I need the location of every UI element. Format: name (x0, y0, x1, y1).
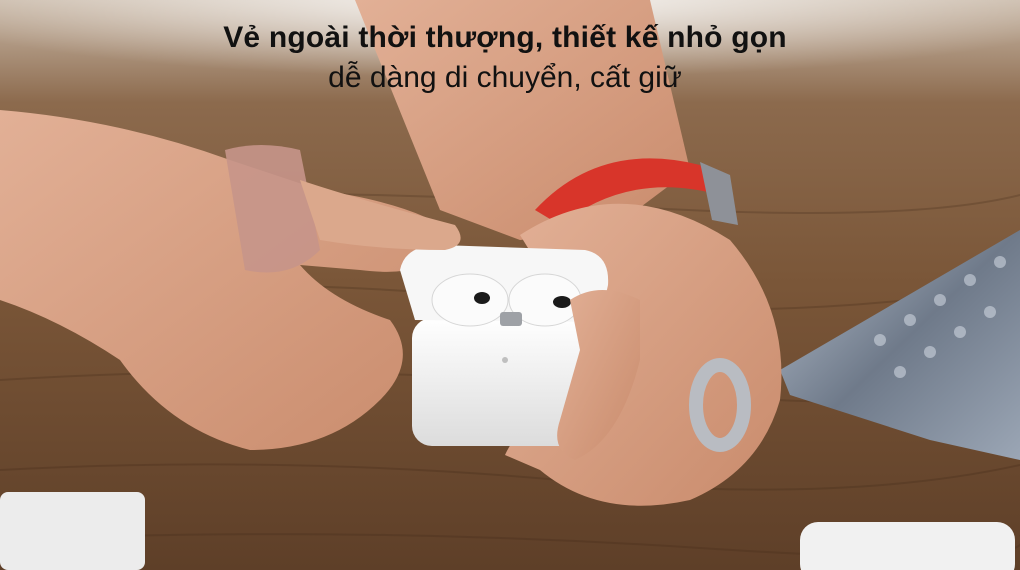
caption (0, 18, 1010, 98)
left-earbud (432, 274, 508, 326)
white-box-right (800, 522, 1015, 570)
left-earbud-mesh (474, 292, 490, 304)
right-earbud-mesh (553, 296, 571, 308)
earbud-stem-tip (500, 312, 522, 326)
caption-subline: dễ dàng di chuyển, cất giữ (328, 61, 682, 94)
white-box-left (0, 492, 145, 570)
status-light (502, 357, 508, 363)
caption-headline: Vẻ ngoài thời thượng, thiết kế nhỏ gọn (223, 21, 787, 54)
